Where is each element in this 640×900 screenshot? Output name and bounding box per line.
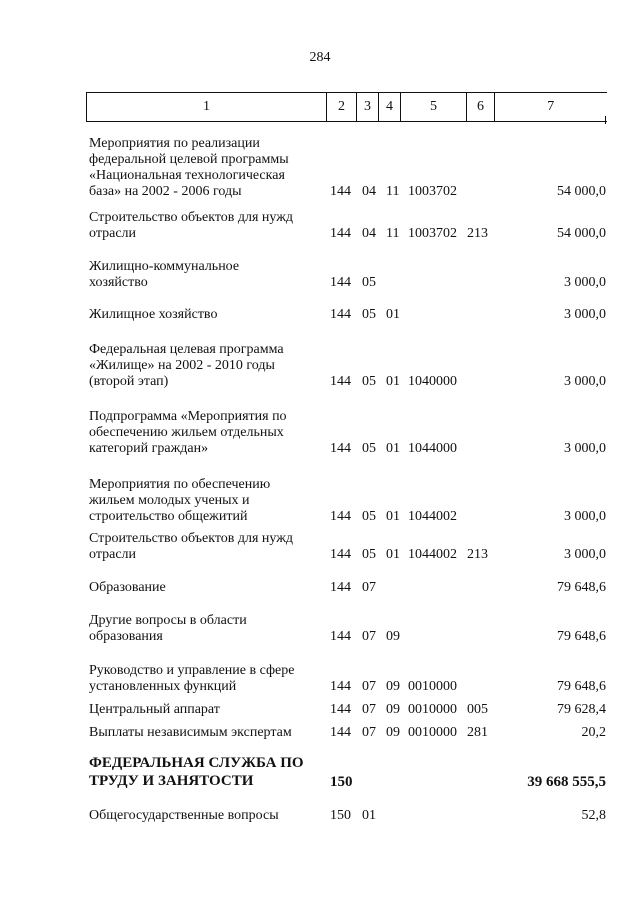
row-group-code: 150 bbox=[330, 774, 353, 790]
row-chapter-code: 05 bbox=[362, 441, 376, 456]
row-amount: 3 000,0 bbox=[564, 547, 606, 562]
column-header-2: 2 bbox=[327, 93, 357, 122]
row-description: Другие вопросы в области образования bbox=[89, 613, 247, 644]
row-description: Подпрограмма «Мероприятия по обеспечению жильем отдельных категорий граждан» bbox=[89, 409, 287, 456]
page-number: 284 bbox=[309, 50, 331, 65]
row-description: Строительство объектов для нужд отрасли bbox=[89, 531, 294, 562]
row-group-code: 144 bbox=[330, 547, 351, 562]
row-target-item-code: 0010000 bbox=[408, 679, 457, 694]
row-group-code: 144 bbox=[330, 374, 351, 389]
row-group-code: 144 bbox=[330, 725, 351, 740]
row-target-item-code: 1044002 bbox=[408, 509, 457, 524]
row-group-code: 144 bbox=[330, 275, 351, 290]
row-description: Общегосударственные вопросы bbox=[89, 808, 279, 823]
row-amount: 79 628,4 bbox=[557, 702, 606, 717]
row-amount: 20,2 bbox=[581, 725, 606, 740]
column-header-6: 6 bbox=[467, 93, 495, 122]
row-subsection-code: 11 bbox=[386, 226, 400, 241]
row-amount: 54 000,0 bbox=[557, 184, 606, 199]
row-chapter-code: 05 bbox=[362, 547, 376, 562]
row-subsection-code: 01 bbox=[386, 547, 400, 562]
row-target-item-code: 1003702 bbox=[408, 184, 457, 199]
row-chapter-code: 05 bbox=[362, 374, 376, 389]
row-subsection-code: 01 bbox=[386, 374, 400, 389]
row-target-item-code: 0010000 bbox=[408, 725, 457, 740]
row-amount: 54 000,0 bbox=[557, 226, 606, 241]
row-subsection-code: 01 bbox=[386, 307, 400, 322]
row-description: Руководство и управление в сфере установленных функций bbox=[89, 663, 295, 694]
column-header-4: 4 bbox=[379, 93, 401, 122]
row-subsection-code: 09 bbox=[386, 679, 400, 694]
row-description: Центральный аппарат bbox=[89, 702, 220, 717]
column-header-7: 7 bbox=[495, 93, 607, 122]
row-group-code: 144 bbox=[330, 226, 351, 241]
row-group-code: 144 bbox=[330, 580, 351, 595]
row-expense-type-code: 213 bbox=[467, 547, 488, 562]
row-expense-type-code: 213 bbox=[467, 226, 488, 241]
row-subsection-code: 09 bbox=[386, 629, 400, 644]
row-expense-type-code: 005 bbox=[467, 702, 488, 717]
row-subsection-code: 01 bbox=[386, 509, 400, 524]
row-group-code: 144 bbox=[330, 441, 351, 456]
column-header-1: 1 bbox=[87, 93, 327, 122]
row-subsection-code: 11 bbox=[386, 184, 400, 199]
row-chapter-code: 04 bbox=[362, 184, 376, 199]
row-group-code: 144 bbox=[330, 702, 351, 717]
row-description: Жилищное хозяйство bbox=[89, 307, 218, 322]
row-target-item-code: 0010000 bbox=[408, 702, 457, 717]
row-target-item-code: 1003702 bbox=[408, 226, 457, 241]
row-target-item-code: 1044002 bbox=[408, 547, 457, 562]
row-amount: 52,8 bbox=[581, 808, 606, 823]
row-group-code: 150 bbox=[330, 808, 351, 823]
row-target-item-code: 1044000 bbox=[408, 441, 457, 456]
row-amount: 79 648,6 bbox=[557, 580, 606, 595]
column-header-3: 3 bbox=[357, 93, 379, 122]
row-chapter-code: 05 bbox=[362, 275, 376, 290]
row-subsection-code: 09 bbox=[386, 702, 400, 717]
row-group-code: 144 bbox=[330, 509, 351, 524]
row-chapter-code: 07 bbox=[362, 702, 376, 717]
row-chapter-code: 07 bbox=[362, 679, 376, 694]
row-description: Мероприятия по обеспечению жильем молодых ученых и строительство общежитий bbox=[89, 477, 271, 524]
row-chapter-code: 05 bbox=[362, 509, 376, 524]
row-amount: 3 000,0 bbox=[564, 509, 606, 524]
row-target-item-code: 1040000 bbox=[408, 374, 457, 389]
row-amount: 79 648,6 bbox=[557, 679, 606, 694]
row-chapter-code: 07 bbox=[362, 580, 376, 595]
row-description: Выплаты независимым экспертам bbox=[89, 725, 292, 740]
row-chapter-code: 07 bbox=[362, 725, 376, 740]
row-expense-type-code: 281 bbox=[467, 725, 488, 740]
row-description: ФЕДЕРАЛЬНАЯ СЛУЖБА ПО ТРУДУ И ЗАНЯТОСТИ bbox=[89, 755, 304, 789]
row-subsection-code: 01 bbox=[386, 441, 400, 456]
row-chapter-code: 07 bbox=[362, 629, 376, 644]
row-group-code: 144 bbox=[330, 629, 351, 644]
row-group-code: 144 bbox=[330, 307, 351, 322]
row-group-code: 144 bbox=[330, 679, 351, 694]
row-subsection-code: 09 bbox=[386, 725, 400, 740]
row-amount: 3 000,0 bbox=[564, 275, 606, 290]
row-amount: 3 000,0 bbox=[564, 441, 606, 456]
row-description: Жилищно-коммунальное хозяйство bbox=[89, 259, 240, 290]
row-group-code: 144 bbox=[330, 184, 351, 199]
row-amount: 79 648,6 bbox=[557, 629, 606, 644]
row-amount: 39 668 555,5 bbox=[527, 774, 606, 790]
row-chapter-code: 04 bbox=[362, 226, 376, 241]
column-header-5: 5 bbox=[401, 93, 467, 122]
row-amount: 3 000,0 bbox=[564, 307, 606, 322]
row-description: Мероприятия по реализации федеральной целевой программы «Национальная технологическая база» на 2002 - 2006 годы bbox=[89, 136, 289, 199]
row-description: Федеральная целевая программа «Жилище» на 2002 - 2010 годы (второй этап) bbox=[89, 342, 284, 389]
row-amount: 3 000,0 bbox=[564, 374, 606, 389]
row-description: Строительство объектов для нужд отрасли bbox=[89, 210, 294, 241]
row-chapter-code: 01 bbox=[362, 808, 376, 823]
row-description: Образование bbox=[89, 580, 166, 595]
row-chapter-code: 05 bbox=[362, 307, 376, 322]
